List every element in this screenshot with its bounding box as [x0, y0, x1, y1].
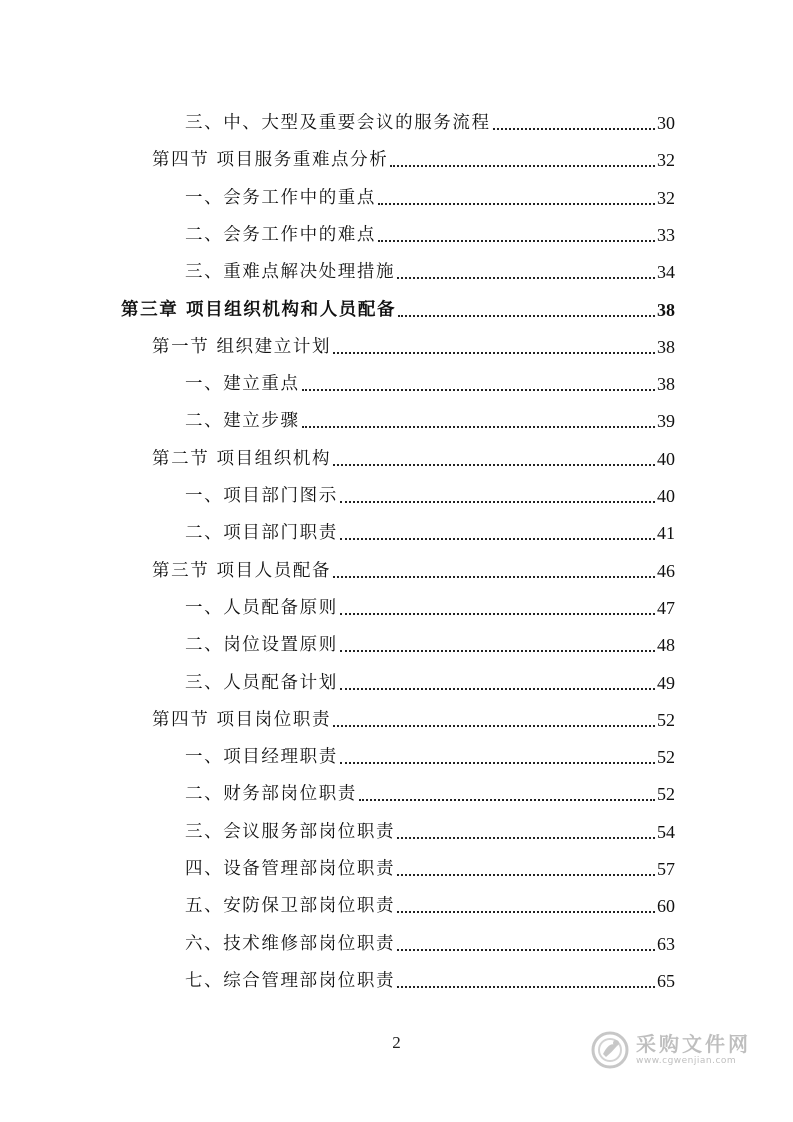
toc-entry-item[interactable]	[185, 852, 675, 880]
toc-entry-title: 三、重难点解决处理措施	[185, 262, 396, 283]
toc-dot-leader	[397, 911, 655, 913]
toc-entry-item[interactable]	[185, 218, 675, 246]
toc-dot-leader	[302, 389, 655, 391]
toc-dot-leader	[340, 762, 655, 764]
toc-entry-page-number: 49	[657, 672, 675, 693]
toc-entry-page-number: 38	[657, 299, 675, 320]
toc-dot-leader	[397, 277, 655, 279]
toc-entry-title: 三、会议服务部岗位职责	[185, 821, 396, 842]
toc-dot-leader	[390, 165, 655, 167]
toc-entry-section[interactable]	[152, 442, 675, 470]
toc-entry-item[interactable]	[185, 367, 675, 395]
toc-entry-title: 第三章 项目组织机构和人员配备	[121, 299, 397, 320]
toc-entry-page-number: 40	[657, 486, 675, 506]
toc-dot-leader	[397, 837, 655, 839]
toc-entry-section[interactable]	[152, 703, 675, 731]
toc-entry-title: 三、人员配备计划	[185, 672, 338, 693]
toc-entry-page-number: 33	[657, 224, 675, 245]
toc-dot-leader	[378, 240, 655, 242]
toc-entry-title: 五、安防保卫部岗位职责	[185, 896, 396, 917]
toc-entry-page-number: 54	[657, 821, 675, 842]
toc-entry-section[interactable]	[152, 330, 675, 358]
toc-entry-chapter[interactable]	[121, 293, 675, 321]
toc-entry-item[interactable]	[185, 740, 675, 768]
toc-entry-title: 一、项目经理职责	[185, 747, 338, 768]
toc-entry-title: 二、岗位设置原则	[185, 635, 338, 656]
toc-dot-leader	[340, 650, 655, 652]
toc-dot-leader	[302, 426, 655, 428]
toc-entry-page-number: 30	[657, 113, 675, 133]
toc-dot-leader	[340, 613, 655, 615]
toc-entry-title: 二、财务部岗位职责	[185, 784, 357, 805]
toc-dot-leader	[340, 688, 655, 690]
toc-entry-title: 一、建立重点	[185, 374, 300, 395]
toc-entry-page-number: 41	[657, 523, 675, 544]
toc-entry-title: 第二节 项目组织机构	[152, 448, 332, 469]
toc-entry-item[interactable]	[185, 181, 675, 209]
toc-entry-page-number: 34	[657, 262, 675, 283]
toc-entry-page-number: 52	[657, 784, 675, 805]
toc-entry-item[interactable]	[185, 255, 675, 283]
toc-dot-leader	[359, 799, 655, 801]
toc-entry-title: 三、中、大型及重要会议的服务流程	[185, 113, 491, 133]
toc-dot-leader	[378, 203, 655, 205]
toc-entry-page-number: 47	[657, 597, 675, 618]
toc-dot-leader	[493, 128, 655, 130]
toc-dot-leader	[333, 352, 655, 354]
toc-entry-page-number: 60	[657, 896, 675, 917]
toc-entry-page-number: 38	[657, 374, 675, 395]
toc-entry-title: 四、设备管理部岗位职责	[185, 859, 396, 879]
toc-entry-title: 第一节 组织建立计划	[152, 336, 332, 357]
toc-entry-item[interactable]	[185, 815, 675, 843]
toc-dot-leader	[397, 986, 655, 988]
toc-dot-leader	[340, 501, 655, 503]
toc-dot-leader	[340, 538, 655, 540]
toc-entry-item[interactable]	[185, 889, 675, 917]
toc-entry-title: 第三节 项目人员配备	[152, 560, 332, 581]
toc-entry-title: 一、会务工作中的重点	[185, 187, 376, 208]
toc-entry-item[interactable]	[185, 106, 675, 134]
toc-dot-leader	[397, 874, 655, 876]
watermark	[590, 1027, 760, 1073]
toc-entry-item[interactable]	[185, 964, 675, 992]
watermark-text	[636, 1033, 751, 1067]
toc-entry-title: 第四节 项目服务重难点分析	[152, 150, 389, 171]
toc-dot-leader	[333, 725, 655, 727]
toc-entry-page-number: 52	[657, 747, 675, 768]
toc-entry-title: 二、会务工作中的难点	[185, 224, 376, 245]
toc-dot-leader	[333, 464, 655, 466]
toc-entry-section[interactable]	[152, 554, 675, 582]
toc-entry-title: 二、项目部门职责	[185, 523, 338, 544]
toc-entry-item[interactable]	[185, 404, 675, 432]
toc-entry-page-number: 65	[657, 970, 675, 991]
toc-entry-title: 七、综合管理部岗位职责	[185, 970, 396, 991]
toc-entry-title: 六、技术维修部岗位职责	[185, 933, 396, 954]
toc-dot-leader	[397, 949, 655, 951]
toc-entry-title: 二、建立步骤	[185, 411, 300, 432]
toc-entry-page-number: 39	[657, 411, 675, 432]
toc-entry-item[interactable]	[185, 666, 675, 694]
toc-entry-item[interactable]	[185, 777, 675, 805]
toc-dot-leader	[333, 576, 655, 578]
toc-entry-page-number: 40	[657, 448, 675, 469]
toc-entry-section[interactable]	[152, 143, 675, 171]
toc-entry-item[interactable]	[185, 591, 675, 619]
toc-entry-title: 一、项目部门图示	[185, 486, 338, 506]
toc-entry-item[interactable]	[185, 516, 675, 544]
page-number: 2	[392, 1033, 401, 1052]
toc-entry-page-number: 32	[657, 187, 675, 208]
toc-entry-page-number: 63	[657, 933, 675, 954]
toc-entry-page-number: 48	[657, 635, 675, 656]
toc-entry-page-number: 38	[657, 336, 675, 357]
toc-entry-item[interactable]	[185, 628, 675, 656]
toc-entry-page-number: 52	[657, 709, 675, 730]
toc-dot-leader	[398, 315, 655, 317]
toc-entry-page-number: 32	[657, 150, 675, 171]
watermark-url: www.cgwenjian.com	[636, 1056, 737, 1066]
toc-entry-title: 第四节 项目岗位职责	[152, 709, 332, 730]
toc-entry-page-number: 57	[657, 859, 675, 879]
toc-entry-page-number: 46	[657, 560, 675, 581]
cgwenjian-logo-icon	[590, 1030, 630, 1070]
toc-entry-item[interactable]	[185, 927, 675, 955]
toc-entry-item[interactable]	[185, 479, 675, 507]
watermark-name: 采购文件网	[636, 1032, 751, 1056]
toc-entry-title: 一、人员配备原则	[185, 597, 338, 618]
